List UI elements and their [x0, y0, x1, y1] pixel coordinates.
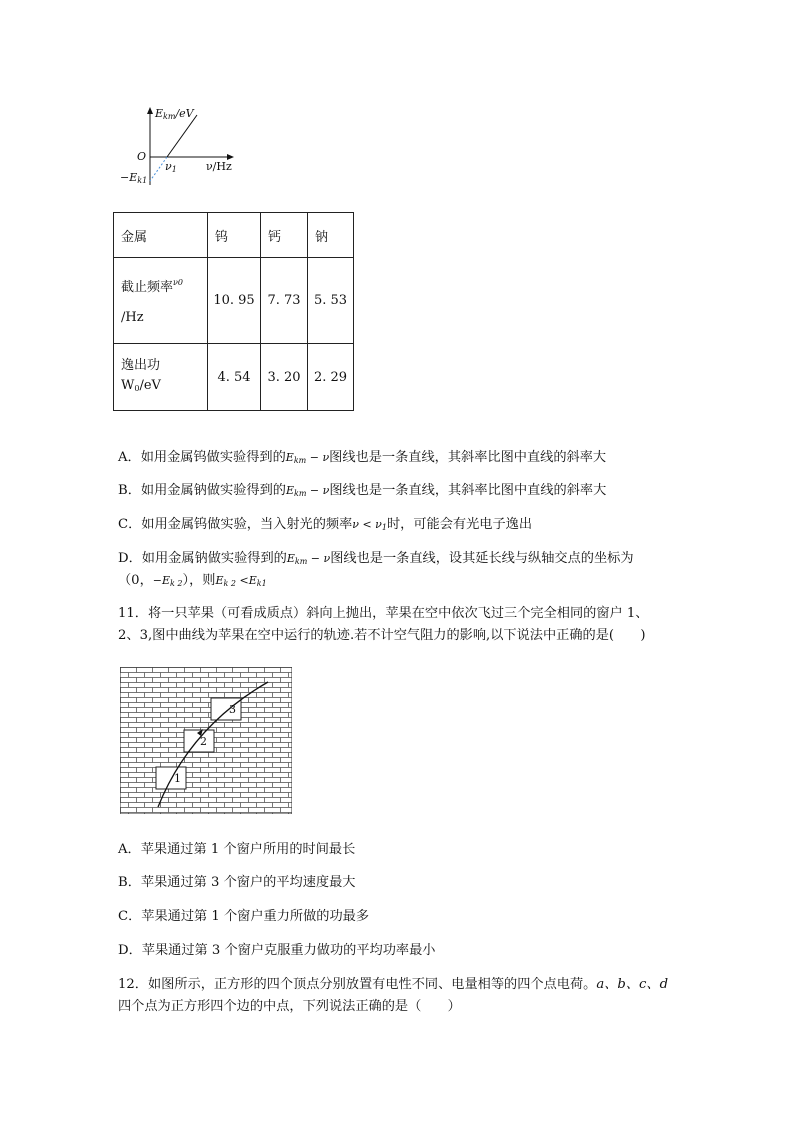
- window-label: 2: [200, 735, 207, 748]
- work-function-label: 逸出功 $W_0/eV$: [114, 344, 208, 411]
- q10-option-b: B．如用金属钠做实验得到的$E_{km} - \nu$图线也是一条直线，其斜率比图中直线的斜率大: [118, 483, 607, 498]
- q11-option-d: D．苹果通过第 3 个窗户克服重力做功的平均功率最小: [118, 943, 436, 958]
- window-3: [211, 698, 241, 720]
- q11-option-a: A．苹果通过第 1 个窗户所用的时间最长: [118, 842, 356, 857]
- cutoff-frequency-label: 截止频率$^{\nu 0}$ /Hz: [114, 258, 208, 344]
- metal-table: [113, 212, 354, 411]
- table-cell: 4. 54: [208, 344, 261, 411]
- table-header-row: [114, 213, 354, 258]
- q11-stem-line2: 2、3,图中曲线为苹果在空中运行的轨迹.若不计空气阻力的影响,以下说法中正确的是( ): [118, 628, 646, 643]
- origin-label: O: [137, 150, 147, 163]
- q10-option-c: C．如用金属钨做实验，当入射光的频率$\nu < \nu_1$时，可能会有光电子逸出: [118, 517, 533, 532]
- header-cell: 金属: [114, 213, 208, 258]
- neg-ek1-label: $-E_{k1}$: [120, 171, 148, 185]
- y-axis-label: $E_{km}/eV$: [155, 107, 194, 121]
- q10-option-d-line2: （0，$-E_{k 2}$），则$E_{k 2} <E_{k1}$: [118, 573, 267, 588]
- table-cell: 5. 53: [308, 258, 354, 344]
- q12-stem-line2: 四个点为正方形四个边的中点，下列说法正确的是（ ）: [118, 999, 461, 1014]
- header-cell: 钠: [308, 213, 354, 258]
- window-label: 3: [229, 703, 236, 716]
- brick-wall-figure: [120, 667, 292, 814]
- nu1-label: $\nu_1$: [165, 160, 177, 174]
- q10-option-d: D．如用金属钠做实验得到的$E_{km} - \nu$图线也是一条直线，设其延长线与纵轴交点的坐标为: [118, 551, 634, 566]
- table-cell: 7. 73: [261, 258, 308, 344]
- ekm-nu-graph: [115, 105, 245, 190]
- table-cell: 10. 95: [208, 258, 261, 344]
- header-cell: 钨: [208, 213, 261, 258]
- header-cell: 钙: [261, 213, 308, 258]
- table-cell: 2. 29: [308, 344, 354, 411]
- x-axis-label: ν/Hz: [206, 160, 232, 173]
- table-cell: 3. 20: [261, 344, 308, 411]
- q11-stem-line1: 11．将一只苹果（可看成质点）斜向上抛出，苹果在空中依次飞过三个完全相同的窗户 1、: [118, 606, 649, 621]
- q12-stem-line1: 12．如图所示，正方形的四个顶点分别放置有电性不同、电量相等的四个点电荷。a、b、c、d: [118, 977, 669, 992]
- window-1: [156, 767, 186, 789]
- q10-option-a: A．如用金属钨做实验得到的$E_{km} - \nu$图线也是一条直线，其斜率比图中直线的斜率大: [118, 450, 607, 465]
- table-row: [114, 258, 354, 344]
- window-label: 1: [174, 772, 181, 785]
- q11-option-b: B．苹果通过第 3 个窗户的平均速度最大: [118, 875, 356, 890]
- table-row: [114, 344, 354, 411]
- q11-option-c: C．苹果通过第 1 个窗户重力所做的功最多: [118, 909, 370, 924]
- y-axis-arrow: [147, 107, 153, 114]
- graph-line: [167, 115, 197, 157]
